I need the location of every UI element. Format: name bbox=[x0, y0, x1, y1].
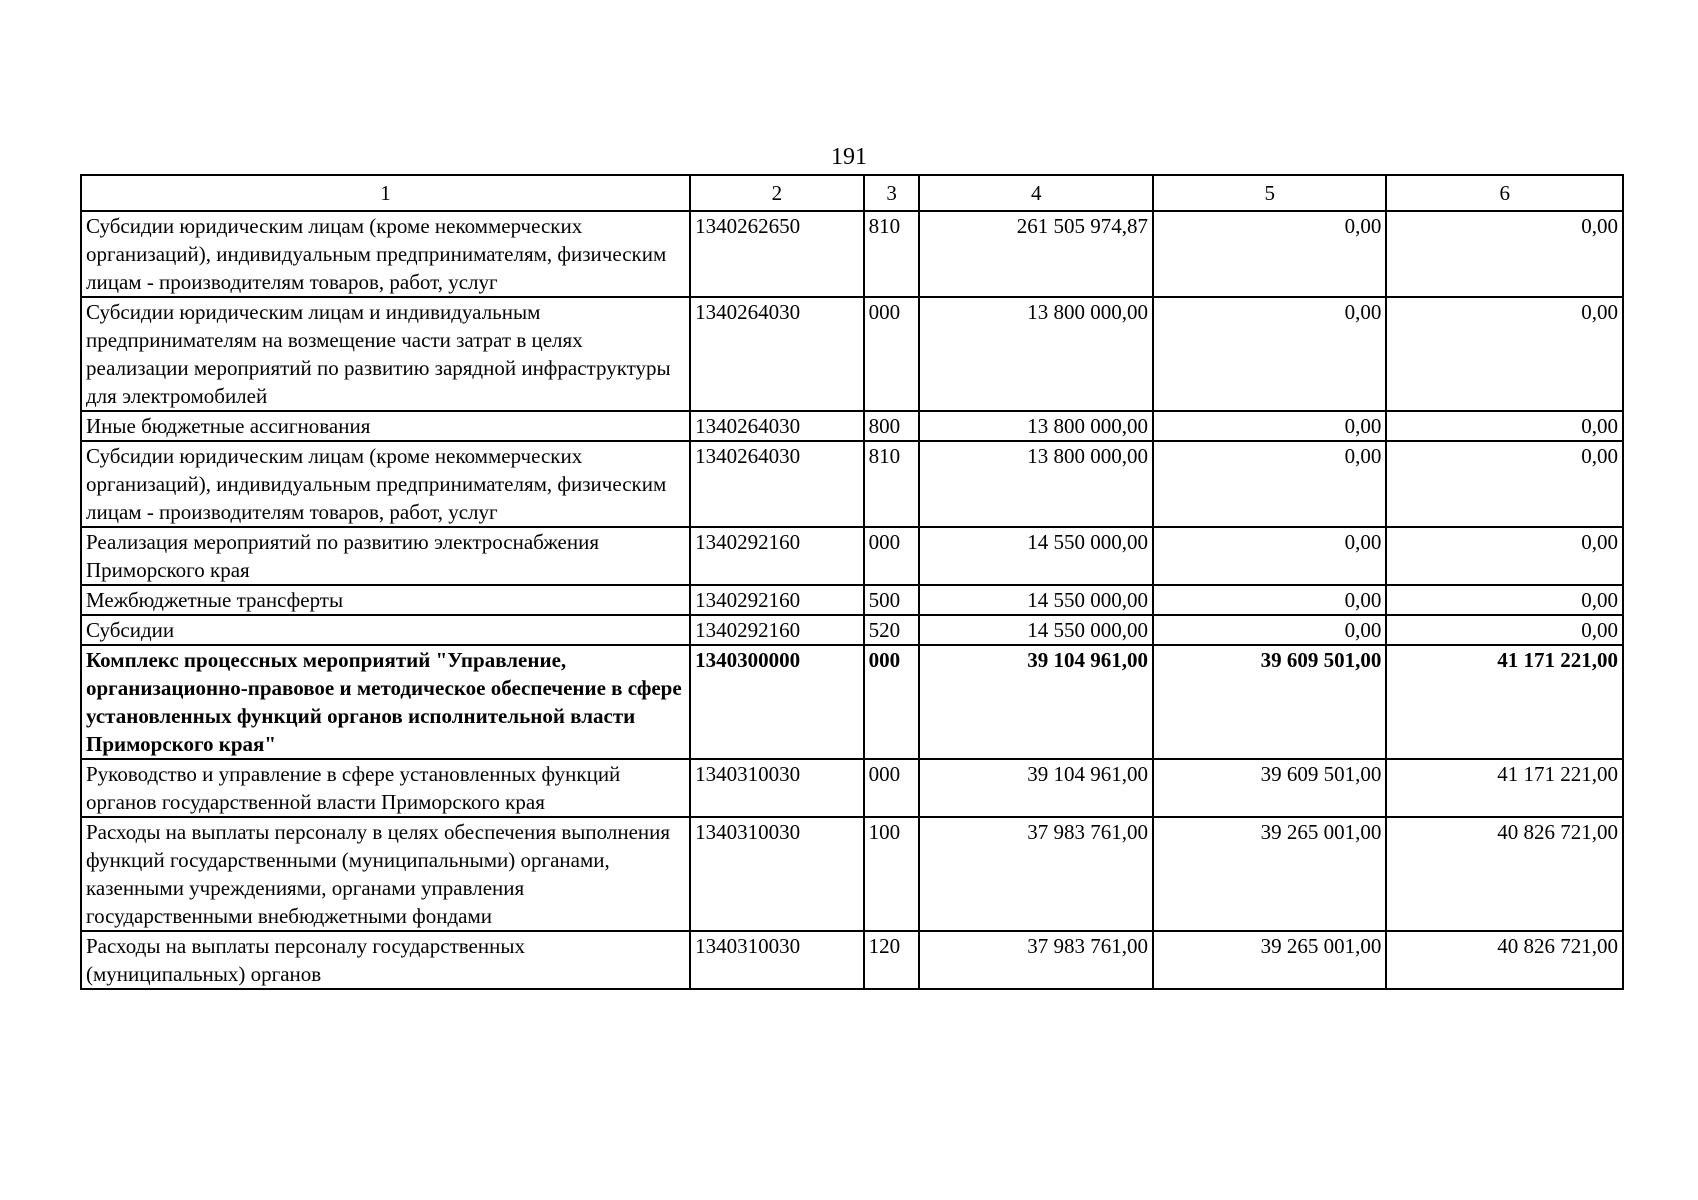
table-row bbox=[81, 817, 1623, 931]
row-amount-col5-cell: 39 609 501,00 bbox=[1153, 645, 1386, 759]
column-header: 1 bbox=[81, 175, 690, 211]
row-name-cell: Субсидии bbox=[81, 615, 690, 645]
row-amount-col5-cell: 39 265 001,00 bbox=[1153, 817, 1386, 931]
row-name-cell: Субсидии юридическим лицам (кроме некоммерческих организаций), индивидуальным предпринимателям, физическим лицам - производителям товаров, работ, услуг bbox=[81, 211, 690, 297]
table-row bbox=[81, 441, 1623, 527]
row-expense-type-cell: 000 bbox=[864, 527, 920, 585]
row-code-cell: 1340310030 bbox=[690, 817, 864, 931]
row-amount-col5-cell: 0,00 bbox=[1153, 297, 1386, 411]
row-code-cell: 1340292160 bbox=[690, 585, 864, 615]
row-name-cell: Расходы на выплаты персоналу государственных (муниципальных) органов bbox=[81, 931, 690, 989]
row-name-cell: Комплекс процессных мероприятий "Управление, организационно-правовое и методическое обеспечение в сфере установленных функций органов исполнительной власти Приморского края" bbox=[81, 645, 690, 759]
row-name-cell: Субсидии юридическим лицам (кроме некоммерческих организаций), индивидуальным предпринимателям, физическим лицам - производителям товаров, работ, услуг bbox=[81, 441, 690, 527]
column-header: 5 bbox=[1153, 175, 1386, 211]
table-row bbox=[81, 297, 1623, 411]
row-expense-type-cell: 120 bbox=[864, 931, 920, 989]
row-code-cell: 1340300000 bbox=[690, 645, 864, 759]
table-row bbox=[81, 211, 1623, 297]
row-expense-type-cell: 500 bbox=[864, 585, 920, 615]
column-header: 4 bbox=[919, 175, 1152, 211]
table-row bbox=[81, 411, 1623, 441]
row-amount-col6-cell: 41 171 221,00 bbox=[1386, 759, 1623, 817]
row-expense-type-cell: 000 bbox=[864, 645, 920, 759]
table-header-row bbox=[81, 175, 1623, 211]
column-header: 2 bbox=[690, 175, 864, 211]
row-amount-col6-cell: 0,00 bbox=[1386, 585, 1623, 615]
row-amount-col6-cell: 0,00 bbox=[1386, 615, 1623, 645]
row-expense-type-cell: 810 bbox=[864, 211, 920, 297]
row-name-cell: Межбюджетные трансферты bbox=[81, 585, 690, 615]
table-row bbox=[81, 527, 1623, 585]
row-amount-col6-cell: 0,00 bbox=[1386, 441, 1623, 527]
table-body bbox=[81, 211, 1623, 989]
row-amount-col4-cell: 39 104 961,00 bbox=[919, 759, 1152, 817]
table-row bbox=[81, 645, 1623, 759]
table-row bbox=[81, 931, 1623, 989]
row-amount-col4-cell: 14 550 000,00 bbox=[919, 527, 1152, 585]
row-amount-col4-cell: 14 550 000,00 bbox=[919, 585, 1152, 615]
row-amount-col5-cell: 0,00 bbox=[1153, 441, 1386, 527]
page-number: 191 bbox=[831, 144, 867, 170]
budget-table bbox=[80, 174, 1624, 990]
row-amount-col5-cell: 0,00 bbox=[1153, 585, 1386, 615]
row-amount-col5-cell: 0,00 bbox=[1153, 211, 1386, 297]
row-code-cell: 1340262650 bbox=[690, 211, 864, 297]
row-amount-col6-cell: 0,00 bbox=[1386, 527, 1623, 585]
table-row bbox=[81, 759, 1623, 817]
row-amount-col6-cell: 41 171 221,00 bbox=[1386, 645, 1623, 759]
row-name-cell: Расходы на выплаты персоналу в целях обеспечения выполнения функций государственными (муниципальными) органами, казенными учреждениями, органами управления государственными внебюджетными фондами bbox=[81, 817, 690, 931]
row-amount-col5-cell: 39 609 501,00 bbox=[1153, 759, 1386, 817]
row-expense-type-cell: 800 bbox=[864, 411, 920, 441]
row-amount-col4-cell: 37 983 761,00 bbox=[919, 931, 1152, 989]
row-amount-col4-cell: 39 104 961,00 bbox=[919, 645, 1152, 759]
row-code-cell: 1340292160 bbox=[690, 615, 864, 645]
row-amount-col6-cell: 0,00 bbox=[1386, 211, 1623, 297]
row-code-cell: 1340264030 bbox=[690, 441, 864, 527]
row-expense-type-cell: 000 bbox=[864, 297, 920, 411]
row-code-cell: 1340264030 bbox=[690, 297, 864, 411]
row-amount-col4-cell: 37 983 761,00 bbox=[919, 817, 1152, 931]
row-amount-col4-cell: 13 800 000,00 bbox=[919, 411, 1152, 441]
row-expense-type-cell: 000 bbox=[864, 759, 920, 817]
row-amount-col4-cell: 261 505 974,87 bbox=[919, 211, 1152, 297]
row-name-cell: Субсидии юридическим лицам и индивидуальным предпринимателям на возмещение части затрат в целях реализации мероприятий по развитию зарядной инфраструктуры для электромобилей bbox=[81, 297, 690, 411]
row-amount-col4-cell: 13 800 000,00 bbox=[919, 297, 1152, 411]
row-name-cell: Иные бюджетные ассигнования bbox=[81, 411, 690, 441]
row-amount-col4-cell: 13 800 000,00 bbox=[919, 441, 1152, 527]
row-expense-type-cell: 520 bbox=[864, 615, 920, 645]
row-amount-col6-cell: 0,00 bbox=[1386, 297, 1623, 411]
table-row bbox=[81, 585, 1623, 615]
row-code-cell: 1340310030 bbox=[690, 759, 864, 817]
row-code-cell: 1340310030 bbox=[690, 931, 864, 989]
table-row bbox=[81, 615, 1623, 645]
row-amount-col6-cell: 40 826 721,00 bbox=[1386, 931, 1623, 989]
row-name-cell: Руководство и управление в сфере установленных функций органов государственной власти Приморского края bbox=[81, 759, 690, 817]
row-expense-type-cell: 100 bbox=[864, 817, 920, 931]
row-amount-col6-cell: 40 826 721,00 bbox=[1386, 817, 1623, 931]
column-header: 3 bbox=[864, 175, 920, 211]
row-amount-col5-cell: 0,00 bbox=[1153, 411, 1386, 441]
row-code-cell: 1340292160 bbox=[690, 527, 864, 585]
row-expense-type-cell: 810 bbox=[864, 441, 920, 527]
row-name-cell: Реализация мероприятий по развитию электроснабжения Приморского края bbox=[81, 527, 690, 585]
row-amount-col4-cell: 14 550 000,00 bbox=[919, 615, 1152, 645]
row-amount-col6-cell: 0,00 bbox=[1386, 411, 1623, 441]
row-amount-col5-cell: 0,00 bbox=[1153, 527, 1386, 585]
row-amount-col5-cell: 0,00 bbox=[1153, 615, 1386, 645]
column-header: 6 bbox=[1386, 175, 1623, 211]
row-amount-col5-cell: 39 265 001,00 bbox=[1153, 931, 1386, 989]
row-code-cell: 1340264030 bbox=[690, 411, 864, 441]
